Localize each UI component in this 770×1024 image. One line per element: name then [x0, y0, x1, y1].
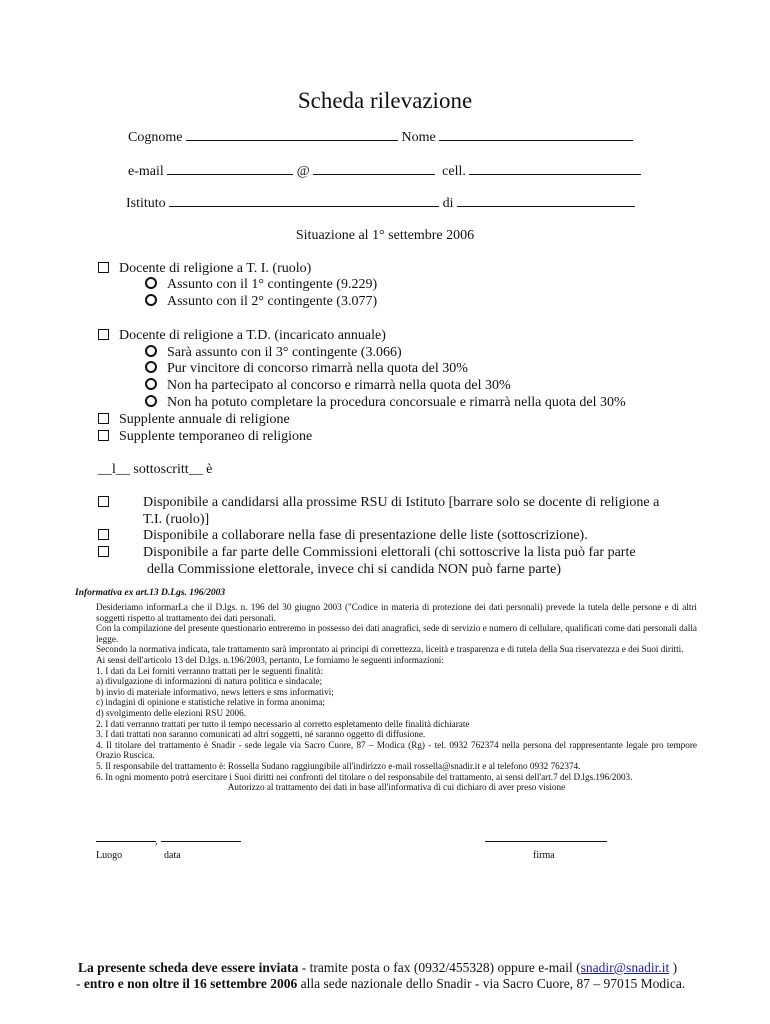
- label-cell: cell.: [442, 164, 466, 179]
- email-domain-field[interactable]: [313, 162, 435, 175]
- informativa-paragraph: Secondo la normativa indicata, tale trattamento sarà improntato ai principi di correttezza, liceità e trasparenza e di tutela della Sua riservatezza e dei Suoi diritti.: [96, 644, 684, 655]
- cognome-field[interactable]: [186, 128, 398, 141]
- checkbox-icon[interactable]: [98, 546, 109, 557]
- luogo-field[interactable]: [96, 841, 156, 842]
- informativa-title: Informativa ex art.13 D.Lgs. 196/2003: [75, 588, 226, 598]
- footer-text-1-end: ): [669, 960, 678, 975]
- consent-text: Autorizzo al trattamento dei dati in base all'informativa di cui dichiaro di aver preso visione: [227, 782, 566, 793]
- informativa-paragraph: 6. In ogni momento potrà esercitare i Suoi diritti nei confronti del titolare o del responsabile del trattamento, ai sensi dell'art.7 del D.lgs.196/2003.: [96, 771, 633, 782]
- checkbox-icon[interactable]: [98, 529, 109, 540]
- checkbox-icon[interactable]: [98, 262, 109, 273]
- informativa-paragraph: 3. I dati trattati non saranno comunicati ad altri soggetti, né saranno oggetto di diffusione.: [96, 729, 426, 740]
- footer-bold-1: La presente scheda deve essere inviata: [78, 960, 299, 975]
- informativa-paragraph: c) indagini di opinione e statistiche relative in forma anonima;: [96, 697, 325, 708]
- checkbox-icon[interactable]: [98, 496, 109, 507]
- page-title: Scheda rilevazione: [297, 88, 473, 113]
- option-commissioni-elettorali[interactable]: [98, 545, 119, 561]
- option-label: Docente di religione a T. I. (ruolo): [119, 261, 312, 276]
- radio-icon[interactable]: [145, 361, 157, 373]
- radio-icon[interactable]: [145, 395, 157, 407]
- informativa-paragraph: b) invio di materiale informativo, news letters e sms informativi;: [96, 686, 334, 697]
- option-docente-td[interactable]: [98, 328, 386, 344]
- label-nome: Nome: [401, 130, 436, 145]
- option-label: Supplente temporaneo di religione: [119, 429, 313, 444]
- informativa-paragraph: 1. I dati da Lei forniti verranno trattati per le seguenti finalità:: [96, 665, 324, 676]
- informativa-paragraph: 2. I dati verranno trattati per tutto il tempo necessario al corretto espletamento delle finalità dichiarate: [96, 718, 470, 729]
- cell-field[interactable]: [469, 162, 641, 175]
- commissioni-text-line2: della Commissione elettorale, invece chi si candida NON può farne parte): [147, 562, 562, 577]
- option-td-terzo-contingente[interactable]: [145, 345, 402, 361]
- label-luogo: Luogo: [96, 850, 123, 861]
- option-label: Non ha potuto completare la procedura concorsuale e rimarrà nella quota del 30%: [167, 395, 626, 410]
- option-ti-secondo-contingente[interactable]: [145, 294, 377, 310]
- option-supplente-temporaneo[interactable]: [98, 429, 312, 445]
- istituto-city-field[interactable]: [457, 194, 635, 207]
- label-di: di: [442, 196, 454, 211]
- option-collaborare-liste[interactable]: [98, 528, 119, 544]
- email-user-field[interactable]: [167, 162, 293, 175]
- option-ti-primo-contingente[interactable]: [145, 277, 377, 293]
- option-label: Assunto con il 2° contingente (3.077): [167, 294, 378, 309]
- option-label: Non ha partecipato al concorso e rimarrà nella quota del 30%: [167, 378, 511, 393]
- informativa-paragraph: 5. Il responsabile del trattamento è: Rossella Sudano raggiungibile all'indirizzo e-mail rossella@snadir.it e al telefono 0932 762374.: [96, 760, 581, 771]
- data-field[interactable]: [161, 841, 241, 842]
- row-cognome-nome: [128, 128, 633, 146]
- option-supplente-annuale[interactable]: [98, 412, 290, 428]
- informativa-paragraph: Con la compilazione del presente questionario entreremo in possesso dei dati anagrafici, sede di servizio e numero di cellulare, qualificati come dati personali dalla legge.: [96, 623, 697, 644]
- label-data: data: [164, 850, 181, 861]
- option-docente-ti[interactable]: [98, 261, 311, 277]
- radio-icon[interactable]: [145, 294, 157, 306]
- label-firma: firma: [533, 850, 555, 861]
- label-email: e-mail: [128, 164, 164, 179]
- sottoscritto-line: __l__ sottoscritt__ è: [98, 462, 213, 477]
- option-label: Assunto con il 1° contingente (9.229): [167, 277, 378, 292]
- label-istituto: Istituto: [126, 196, 166, 211]
- label-cognome: Cognome: [128, 130, 183, 145]
- footer-text-2: alla sede nazionale dello Snadir - via Sacro Cuore, 87 – 97015 Modica.: [297, 976, 686, 991]
- firma-field[interactable]: [485, 841, 607, 842]
- situation-heading: Situazione al 1° settembre 2006: [295, 228, 475, 243]
- option-label: Supplente annuale di religione: [119, 412, 290, 427]
- radio-icon[interactable]: [145, 378, 157, 390]
- informativa-paragraph: Ai sensi dell'articolo 13 del D.lgs. n.196/2003, pertanto, Le forniamo le seguenti informazioni:: [96, 654, 444, 665]
- footer-text-1: - tramite posta o fax (0932/455328) oppure e-mail (: [298, 960, 581, 975]
- row-istituto: [126, 194, 635, 212]
- commissioni-text-line1: Disponibile a far parte delle Commissioni elettorali (chi sottoscrive la lista può far parte: [143, 545, 636, 560]
- footer-dash: -: [76, 976, 84, 991]
- informativa-paragraph: d) svolgimento delle elezioni RSU 2006.: [96, 707, 247, 718]
- option-label: Docente di religione a T.D. (incaricato annuale): [119, 328, 386, 343]
- informativa-body: [96, 602, 697, 793]
- option-td-vincitore[interactable]: [145, 361, 468, 377]
- option-td-non-partecipato[interactable]: [145, 378, 511, 394]
- checkbox-icon[interactable]: [98, 329, 109, 340]
- liste-text: Disponibile a collaborare nella fase di presentazione delle liste (sottoscrizione).: [143, 528, 588, 543]
- informativa-paragraph: a) divulgazione di informazioni di natura politica e sindacale;: [96, 676, 323, 687]
- label-at: @: [296, 164, 310, 179]
- option-label: Sarà assunto con il 3° contingente (3.066): [167, 345, 402, 360]
- option-td-non-completato[interactable]: [145, 395, 626, 411]
- comma-separator: ,: [155, 836, 158, 847]
- istituto-field[interactable]: [169, 194, 439, 207]
- informativa-paragraph: Desideriamo informarLa che il D.lgs. n. 196 del 30 giugno 2003 ("Codice in materia di protezione dei dati personali) prevede la tutela delle persone e di altri soggetti rispetto al trattamento dei dati personali.: [96, 602, 697, 623]
- checkbox-icon[interactable]: [98, 430, 109, 441]
- rsu-text-line2: T.I. (ruolo)]: [143, 512, 210, 527]
- footer-line2: [76, 976, 685, 992]
- rsu-text-line1: Disponibile a candidarsi alla prossime RSU di Istituto [barrare solo se docente di religione a: [143, 495, 660, 510]
- checkbox-icon[interactable]: [98, 413, 109, 424]
- footer-bold-2: entro e non oltre il 16 settembre 2006: [83, 976, 298, 991]
- informativa-paragraph: 4. Il titolare del trattamento è Snadir - sede legale via Sacro Cuore, 87 – Modica (Rg) - tel. 0932 762374 nella persona del rappresentante legale pro tempore Orazio Ruscica.: [96, 739, 697, 761]
- footer-line1: [78, 960, 677, 976]
- radio-icon[interactable]: [145, 277, 157, 289]
- option-candidatura-rsu[interactable]: [98, 495, 119, 511]
- row-email-cell: [128, 162, 641, 180]
- footer-email-link[interactable]: snadir@snadir.it: [580, 960, 670, 975]
- nome-field[interactable]: [439, 128, 633, 141]
- option-label: Pur vincitore di concorso rimarrà nella quota del 30%: [167, 361, 468, 376]
- radio-icon[interactable]: [145, 345, 157, 357]
